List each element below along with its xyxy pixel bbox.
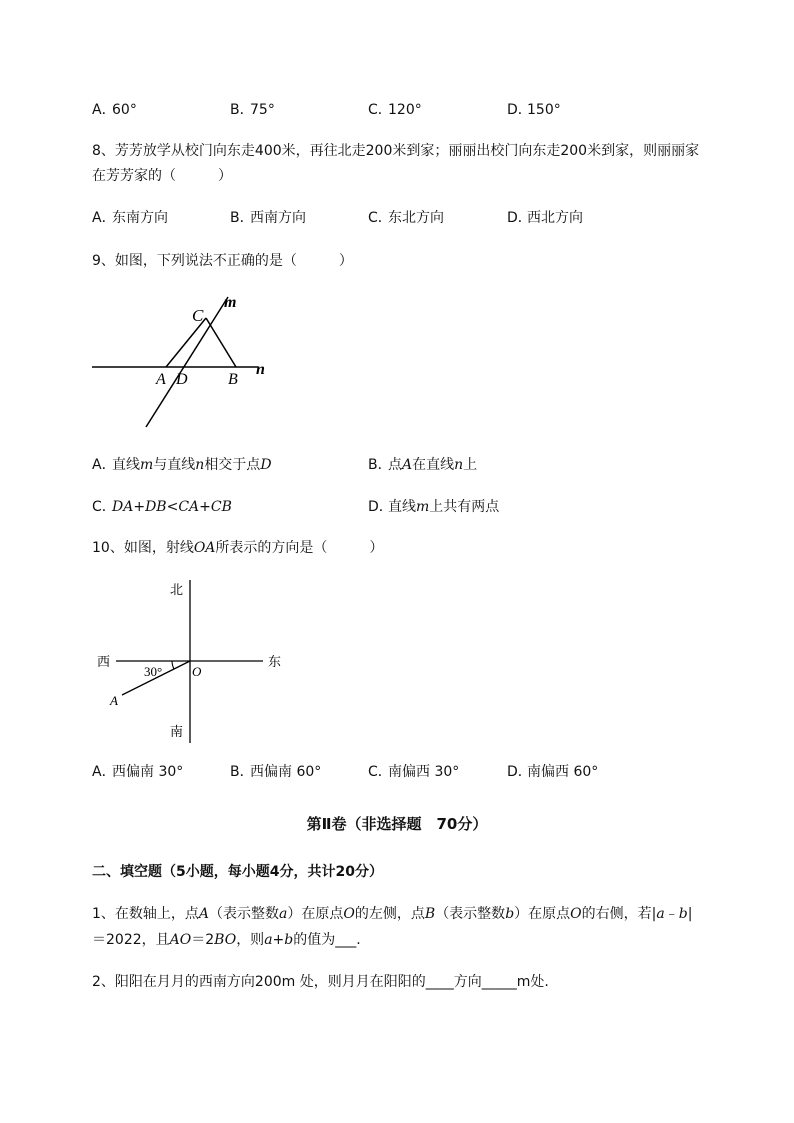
q7-option-c[interactable]: C．120° xyxy=(368,102,422,118)
q8-options xyxy=(92,208,712,228)
q9-options-row1 xyxy=(92,455,712,475)
label-c: C xyxy=(192,306,204,325)
q9-option-a[interactable]: A．直线m与直线n相交于点D xyxy=(92,457,272,473)
label-m: m xyxy=(224,294,237,311)
q7-options xyxy=(92,100,712,120)
fill1-line1: 1、在数轴上，点A（表示整数a）在原点O的左侧，点B（表示整数b）在原点O的右侧，若|a﹣b| xyxy=(92,906,693,922)
label-east: 东 xyxy=(268,654,282,669)
q10-option-b[interactable]: B．西偏南 60° xyxy=(230,764,322,780)
q10-figure xyxy=(88,578,298,748)
q8-option-d[interactable]: D．西北方向 xyxy=(507,210,583,226)
angle-arc xyxy=(172,661,174,669)
section-title: 第Ⅱ卷（非选择题 70分） xyxy=(306,815,488,833)
q10-option-c[interactable]: C．南偏西 30° xyxy=(368,764,460,780)
q9-options-row2 xyxy=(92,497,712,517)
q10-option-d[interactable]: D．南偏西 60° xyxy=(507,764,599,780)
q8-option-b[interactable]: B．西南方向 xyxy=(230,210,306,226)
q8-stem-line2: 在芳芳家的（ ） xyxy=(92,168,232,184)
label-30-degrees: 30° xyxy=(144,664,163,679)
q9-option-b[interactable]: B．点A在直线n上 xyxy=(368,457,478,473)
fill-in-heading: 二、填空题（5小题，每小题4分，共计20分） xyxy=(92,864,383,880)
q9-stem: 9、如图，下列说法不正确的是（ ） xyxy=(92,253,353,269)
label-o: O xyxy=(192,664,202,679)
fill1-answer-blank[interactable]: ___ xyxy=(335,932,357,948)
q9-option-c[interactable]: C．DA+DB<CA+CB xyxy=(92,499,232,515)
label-b: B xyxy=(228,371,238,388)
label-n: n xyxy=(256,361,265,378)
q9-figure xyxy=(88,290,288,435)
q8-option-c[interactable]: C．东北方向 xyxy=(368,210,444,226)
line-m xyxy=(146,297,228,427)
label-west: 西 xyxy=(97,654,111,669)
q7-option-d[interactable]: D．150° xyxy=(507,102,561,118)
q10-options xyxy=(92,762,712,782)
label-d: D xyxy=(176,371,188,388)
segment-cb xyxy=(206,318,236,367)
q8-stem-line1: 8、芳芳放学从校门向东走400米，再往北走200米到家；丽丽出校门向东走200米到家，则丽丽家 xyxy=(92,143,700,159)
label-south: 南 xyxy=(170,724,184,739)
label-a: A xyxy=(156,371,166,388)
fill1-line2: ＝2022，且AO＝2BO，则a+b的值为___. xyxy=(92,932,361,948)
label-a: A xyxy=(110,693,118,708)
q10-option-a[interactable]: A．西偏南 30° xyxy=(92,764,184,780)
fill2-line: 2、阳阳在月月的西南方向200m 处，则月月在阳阳的____方向_____m处. xyxy=(92,974,549,990)
q9-option-d[interactable]: D．直线m上共有两点 xyxy=(368,499,500,515)
label-north: 北 xyxy=(170,582,184,597)
q10-stem: 10、如图，射线OA所表示的方向是（ ） xyxy=(92,540,384,556)
q7-option-b[interactable]: B．75° xyxy=(230,102,275,118)
q8-option-a[interactable]: A．东南方向 xyxy=(92,210,168,226)
q7-option-a[interactable]: A．60° xyxy=(92,102,137,118)
